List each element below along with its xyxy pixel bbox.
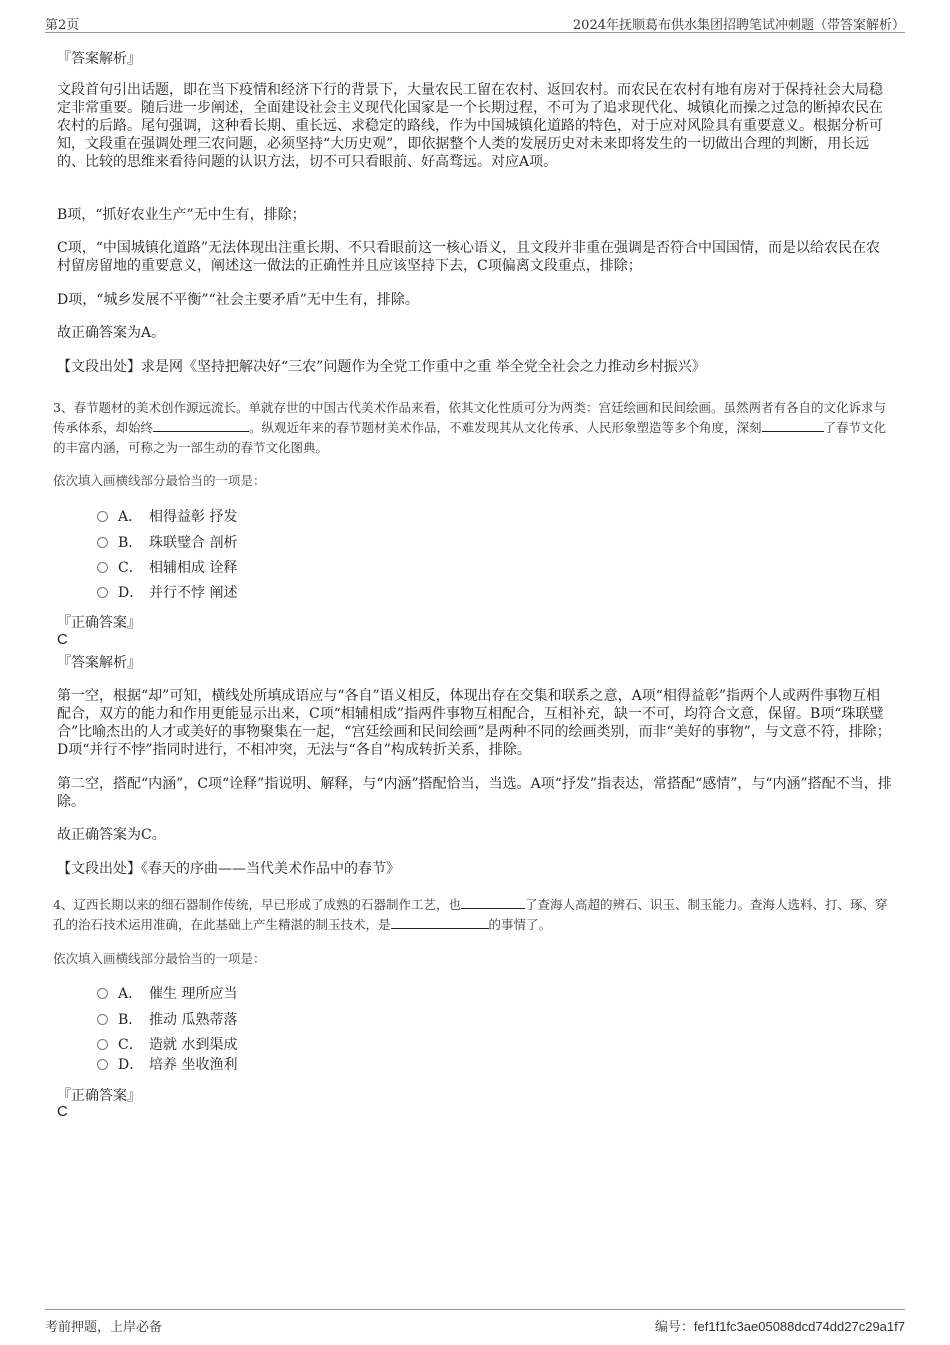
q4-option-c[interactable]	[97, 1035, 237, 1055]
q3-stem-part-2: 。纵观近年来的春节题材美术作品，不难发现其从文化传承、人民形象塑造等多个角度，深刻	[249, 420, 762, 435]
q4-blank-1	[461, 896, 525, 909]
page-footer	[45, 1309, 905, 1334]
option-letter: A．	[118, 986, 143, 1002]
q2-analysis-paragraph-1: 文段首句引出话题，即在当下疫情和经济下行的背景下，大量农民工留在农村、返回农村。而农民在农村有地有房对于保持社会大局稳定非常重要。随后进一步阐述，全面建设社会主义现代化国家是一个长期过程，不可为了追求现代化、城镇化而操之过急的断掉农民在农村的后路。尾句强调，这种看长期、重长远、求稳定的路线，作为中国城镇化道路的特色，对于应对风险具有重要意义。根据分析可知，文段重在强调处理三农问题，必须坚持“大历史观”，即依据整个人类的发展历史对未来即将发生的一切做出合理的判断，用长远的、比较的思维来看待问题的认识方法，切不可只看眼前、好高骛远。对应A项。	[57, 82, 883, 170]
option-letter: D．	[118, 1057, 144, 1073]
q2-analysis-paragraph-2: B项，“抓好农业生产”无中生有，排除；	[57, 207, 306, 223]
q4-prompt: 依次填入画横线部分最恰当的一项是：	[53, 951, 266, 966]
q3-blank-1	[153, 419, 249, 432]
radio-icon[interactable]	[97, 988, 108, 999]
document-title: 2024年抚顺葛布供水集团招聘笔试冲刺题（带答案解析）	[572, 18, 905, 33]
option-letter: B．	[118, 535, 143, 551]
q2-analysis-paragraph-3: C项，“中国城镇化道路”无法体现出注重长期、不只看眼前这一核心语义，且文段并非重在强调是否符合中国国情，而是以给农民在农村留房留地的重要意义，阐述这一做法的正确性并且应该坚持下去，C项偏离文段重点，排除；	[57, 240, 881, 274]
q3-option-b[interactable]	[97, 533, 237, 553]
footer-slogan: 考前押题，上岸必备	[45, 1320, 163, 1335]
q3-analysis-label: 『答案解析』	[57, 655, 141, 671]
q4-stem-part-2: 了查海人高超的辨石、识玉、制玉能力。查海人选料、打、琢、穿孔的治石技术运用准确，在此基础上产生精湛的制玉技术，是	[53, 897, 888, 932]
q2-conclusion: 故正确答案为A。	[57, 325, 166, 341]
radio-icon[interactable]	[97, 1014, 108, 1025]
q4-blank-2	[391, 916, 489, 929]
option-text: 相得益彰 抒发	[149, 509, 238, 525]
q4-stem-part-1: 4、辽西长期以来的细石器制作传统，早已形成了成熟的石器制作工艺，也	[53, 897, 461, 912]
q4-answer: C	[57, 1103, 68, 1120]
q3-option-c[interactable]	[97, 558, 237, 578]
option-text: 催生 理所应当	[149, 986, 238, 1002]
q3-source: 【文段出处】《春天的序曲——当代美术作品中的春节》	[57, 861, 400, 877]
q3-answer: C	[57, 631, 68, 648]
option-letter: C．	[118, 1037, 143, 1053]
q3-conclusion: 故正确答案为C。	[57, 827, 166, 843]
q4-option-d[interactable]	[97, 1055, 237, 1075]
q2-source: 【文段出处】求是网《坚持把解决好“三农”问题作为全党工作重中之重 举全党全社会之力推动乡村振兴》	[57, 359, 706, 375]
q2-analysis-label: 『答案解析』	[57, 51, 141, 67]
q3-analysis-paragraph-2: 第二空，搭配“内涵”，C项“诠释”指说明、解释，与“内涵”搭配恰当，当选。A项“抒发”指表达，常搭配“感情”，与“内涵”搭配不当，排除。	[57, 776, 892, 810]
q3-option-d[interactable]	[97, 583, 237, 603]
option-letter: C．	[118, 560, 143, 576]
q4-answer-label: 『正确答案』	[57, 1088, 141, 1104]
radio-icon[interactable]	[97, 562, 108, 573]
q3-answer-label: 『正确答案』	[57, 615, 141, 631]
option-letter: D．	[118, 585, 144, 601]
radio-icon[interactable]	[97, 1059, 108, 1070]
q3-analysis-paragraph-1: 第一空，根据“却”可知，横线处所填成语应与“各自”语义相反，体现出存在交集和联系之意，A项“相得益彰”指两个人或两件事物互相配合，双方的能力和作用更能显示出来，C项“相辅相成”指两件事物互相配合，互相补充，缺一不可，均符合文意，保留。B项“珠联璧合”比喻杰出的人才或美好的事物聚集在一起，“宫廷绘画和民间绘画”是两种不同的绘画类别，而非“美好的事物”，与文意不符，排除；D项“并行不悖”指同时进行，不相冲突，无法与“各自”构成转折关系，排除。	[57, 688, 891, 758]
code-value: fef1f1fc3ae05088dcd74dd27c29a1f7	[693, 1319, 905, 1334]
document-code	[655, 1316, 905, 1335]
radio-icon[interactable]	[97, 1039, 108, 1050]
code-label: 编号：	[654, 1320, 694, 1335]
option-text: 相辅相成 诠释	[149, 560, 238, 576]
q3-stem-part-3: 了春节文化的丰富内涵，可称之为一部生动的春节文化图典。	[53, 420, 887, 455]
q3-blank-2	[762, 419, 824, 432]
q4-stem	[53, 895, 893, 935]
radio-icon[interactable]	[97, 511, 108, 522]
option-letter: B．	[118, 1012, 143, 1028]
page-number: 第2页	[45, 18, 80, 33]
q3-prompt: 依次填入画横线部分最恰当的一项是：	[53, 473, 266, 488]
q2-analysis-paragraph-4: D项，“城乡发展不平衡”“社会主要矛盾”无中生有，排除。	[57, 292, 419, 308]
radio-icon[interactable]	[97, 537, 108, 548]
option-text: 造就 水到渠成	[149, 1037, 238, 1053]
option-letter: A．	[118, 509, 143, 525]
q4-option-b[interactable]	[97, 1010, 237, 1030]
page-header	[45, 10, 905, 33]
q4-option-a[interactable]	[97, 984, 237, 1004]
q3-option-a[interactable]	[97, 507, 237, 527]
option-text: 培养 坐收渔利	[149, 1057, 238, 1073]
q3-stem-part-1: 3、春节题材的美术创作源远流长。单就存世的中国古代美术作品来看，依其文化性质可分为两类：宫廷绘画和民间绘画。虽然两者有各自的文化诉求与传承体系，却始终	[53, 400, 886, 435]
radio-icon[interactable]	[97, 587, 108, 598]
option-text: 珠联璧合 剖析	[149, 535, 238, 551]
option-text: 并行不悖 阐述	[149, 585, 238, 601]
q4-stem-part-3: 的事情了。	[488, 917, 552, 932]
option-text: 推动 瓜熟蒂落	[149, 1012, 238, 1028]
q3-stem	[53, 398, 893, 458]
